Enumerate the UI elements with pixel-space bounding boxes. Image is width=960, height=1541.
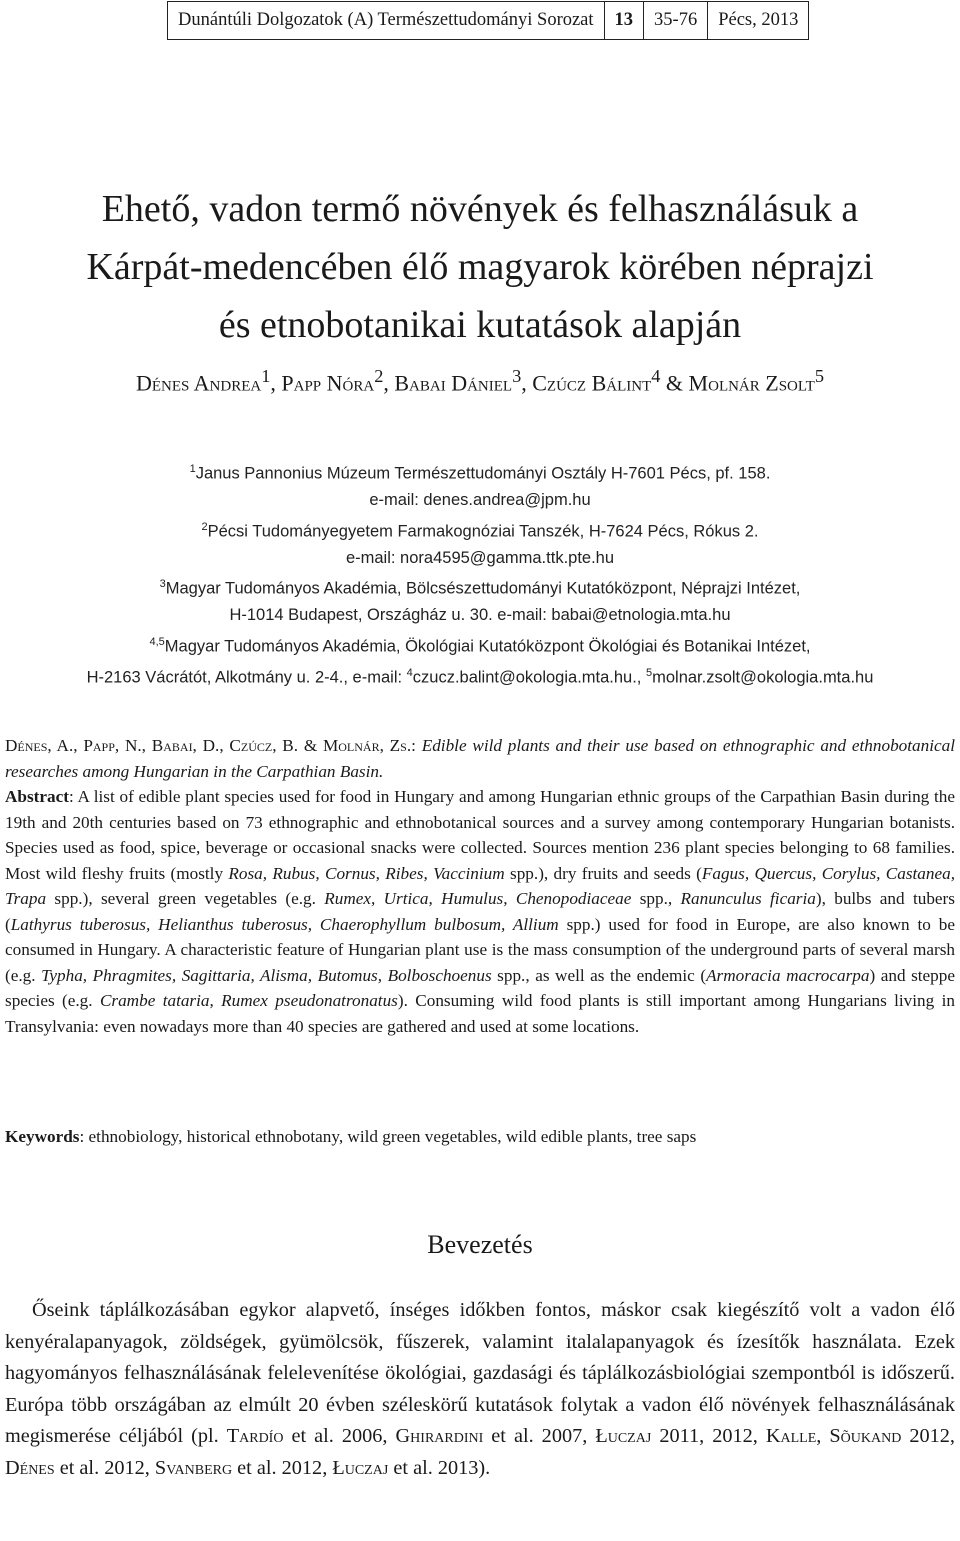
keywords-label: Keywords [5, 1127, 80, 1146]
place-year: Pécs, 2013 [708, 2, 809, 40]
author-name: Molnár Zsolt [688, 370, 815, 396]
affil-text: e-mail: denes.andrea@jpm.hu [369, 491, 591, 509]
author-affil-ref: 1 [261, 366, 271, 386]
intro-text: , [816, 1425, 830, 1447]
affiliation-line [0, 660, 960, 691]
affiliation-line [0, 571, 960, 602]
citation-title: Edible wild plants and their use based on ethnographic and ethnobotanical researches among Hungarian in the Carpathian Basin. [5, 736, 955, 781]
keywords [5, 1124, 955, 1149]
taxon-name: Fagus, Quercus, Corylus, Castanea, Trapa [5, 863, 956, 908]
intro-paragraph [5, 1295, 955, 1484]
title-line: és etnobotanikai kutatások alapján [218, 304, 742, 346]
abstract-text: ) and steppe species (e.g. [5, 965, 955, 1010]
intro-text: et al. 2006, [283, 1425, 396, 1447]
abstract-body [5, 787, 955, 1036]
cited-author: Sõukand [829, 1425, 902, 1447]
affiliation-line [0, 514, 960, 545]
abstract-text: spp.), several green vegetables (e.g. [46, 889, 325, 908]
author-separator: , [270, 370, 282, 396]
abstract-text: : A list of edible plant species used for food in Hungary and among Hungarian ethnic groups of the Carpathian Basin during the 19th and 20th centuries based on 73 ethnographic and ethnobotanical sources and a survey among contemporary Hungarian botanists. Species used as food, spice, beverage or occasional snacks were collected. Sources mention 236 plant species belonging to 68 families. Most wild fleshy fruits (mostly [5, 787, 955, 883]
author-affil-ref: 4 [651, 366, 661, 386]
affil-ref: 4,5 [149, 635, 165, 648]
volume-number: 13 [604, 2, 644, 40]
affil-text: H-1014 Budapest, Országház u. 30. e-mail: babai@etnologia.mta.hu [229, 606, 731, 624]
affil-ref: 4 [406, 666, 413, 679]
intro-text: et al. 2007, [483, 1425, 596, 1447]
affil-text: Janus Pannonius Múzeum Természettudományi Osztály H-7601 Pécs, pf. 158. [195, 464, 771, 483]
article-title [0, 180, 960, 354]
affil-text: e-mail: nora4595@gamma.ttk.pte.hu [345, 548, 615, 567]
taxon-name: Rumex, Urtica, Humulus, Chenopodiaceae [324, 889, 632, 908]
affiliation-line [0, 602, 960, 629]
author-name: Czúcz Bálint [532, 370, 652, 396]
journal-header [167, 1, 809, 40]
cited-author: Łuczaj [595, 1425, 652, 1447]
affil-text: H-2163 Vácrátót, Alkotmány u. 2-4., e-mail: [86, 668, 407, 686]
intro-text: 2012, [901, 1425, 955, 1447]
affil-text: Pécsi Tudományegyetem Farmakognóziai Tanszék, H-7624 Pécs, Rókus 2. [207, 522, 759, 540]
intro-text: et al. 2012, [232, 1456, 333, 1479]
author-name: Babai Dániel [394, 370, 513, 396]
abstract-text: spp.) used for food in Europe, are also known to be consumed in Hungary. A characteristic feature of Hungarian plant use is the mass consumption of the underground parts of several marsh (e.g. [5, 914, 955, 985]
affiliations [0, 456, 960, 691]
affil-text: Magyar Tudományos Akadémia, Bölcsészettudományi Kutatóközpont, Néprajzi Intézet, [165, 579, 801, 598]
keywords-text: : ethnobiology, historical ethnobotany, wild green vegetables, wild edible plants, tree saps [79, 1127, 697, 1146]
journal-name: Dunántúli Dolgozatok (A) Természettudományi Sorozat [168, 2, 605, 40]
author-affil-ref: 5 [814, 366, 825, 386]
abstract [5, 733, 955, 1039]
author-name: Dénes Andrea [135, 370, 262, 396]
abstract-text: ), bulbs and tubers ( [5, 889, 955, 934]
author-separator: & [660, 370, 689, 396]
abstract-text: ). Consuming wild food plants is still important among Hungarians living in Transylvania: even nowadays more than 40 species are gathered and used at some locations. [5, 991, 955, 1036]
abstract-text: spp., [631, 889, 681, 908]
affil-ref: 3 [159, 578, 166, 590]
affil-text: molnar.zsolt@okologia.mta.hu [652, 668, 874, 686]
author-affil-ref: 2 [374, 366, 384, 386]
cited-author: Svanberg [154, 1456, 233, 1479]
taxon-name: Typha, Phragmites, Sagittaria, Alisma, Butomus, Bolboschoenus [41, 965, 492, 985]
taxon-name: Lathyrus tuberosus, Helianthus tuberosus, Chaerophyllum bulbosum, Allium [10, 914, 559, 934]
abstract-text: spp.), dry fruits and seeds ( [504, 863, 702, 883]
affil-ref: 1 [189, 463, 196, 475]
intro-text: Őseink táplálkozásában egykor alapvető, ínséges időkben fontos, máskor csak kiegészítő volt a vadon élő kenyéralapanyagok, zöldségek, gyümölcsök, fűszerek, valamint italalapanyagok és ízesítők használata. Ezek hagyományos felhasználásának felelevenítése ökológiai, gazdasági és táplálkozásbiológiai szempontból is időszerű. Európa több országában az elmúlt 20 évben széleskörű kutatások folytak a vadon élő növények felhasználásának megismerése céljából (pl. [5, 1299, 955, 1447]
affiliation-line [0, 629, 960, 660]
author-name: Papp Nóra [281, 370, 375, 396]
intro-text: et al. 2013). [388, 1456, 491, 1479]
affil-text: Magyar Tudományos Akadémia, Ökológiai Kutatóközpont Ökológiai és Botanikai Intézet, [164, 637, 811, 655]
author-separator: , [383, 370, 395, 396]
author-list [0, 366, 960, 396]
affiliation-line [0, 545, 960, 572]
intro-text: 2011, 2012, [651, 1425, 766, 1447]
author-affil-ref: 3 [512, 366, 522, 386]
cited-author: Łuczaj [332, 1456, 389, 1479]
abstract-text: spp., as well as the endemic ( [491, 965, 707, 985]
affil-text: czucz.balint@okologia.mta.hu., [412, 668, 646, 686]
taxon-name: Armoracia macrocarpa [706, 965, 870, 985]
taxon-name: Rosa, Rubus, Cornus, Ribes, Vaccinium [228, 863, 505, 883]
abstract-label: Abstract [5, 787, 69, 806]
affil-ref: 5 [645, 666, 653, 679]
citation-colon: : [411, 736, 422, 755]
cited-author: Ghirardini [395, 1425, 484, 1447]
title-line: Kárpát-medencében élő magyarok körében néprajzi [86, 246, 874, 288]
section-title: Bevezetés [427, 1230, 533, 1259]
page-range: 35-76 [644, 2, 708, 40]
title-line: Ehető, vadon termő növények és felhasználásuk a [101, 188, 859, 230]
taxon-name: Crambe tataria, Rumex pseudonatronatus [99, 991, 398, 1010]
cited-author: Dénes [5, 1456, 55, 1479]
affiliation-line [0, 456, 960, 487]
cited-author: Tardío [226, 1425, 284, 1447]
affiliation-line [0, 487, 960, 514]
intro-text: et al. 2012, [54, 1456, 155, 1479]
taxon-name: Ranunculus ficaria [680, 889, 816, 908]
cited-author: Kalle [765, 1425, 817, 1447]
affil-ref: 2 [201, 520, 208, 533]
citation-authors: Dénes, A., Papp, N., Babai, D., Czúcz, B. & Molnár, Zs. [5, 736, 412, 755]
author-separator: , [521, 370, 533, 396]
